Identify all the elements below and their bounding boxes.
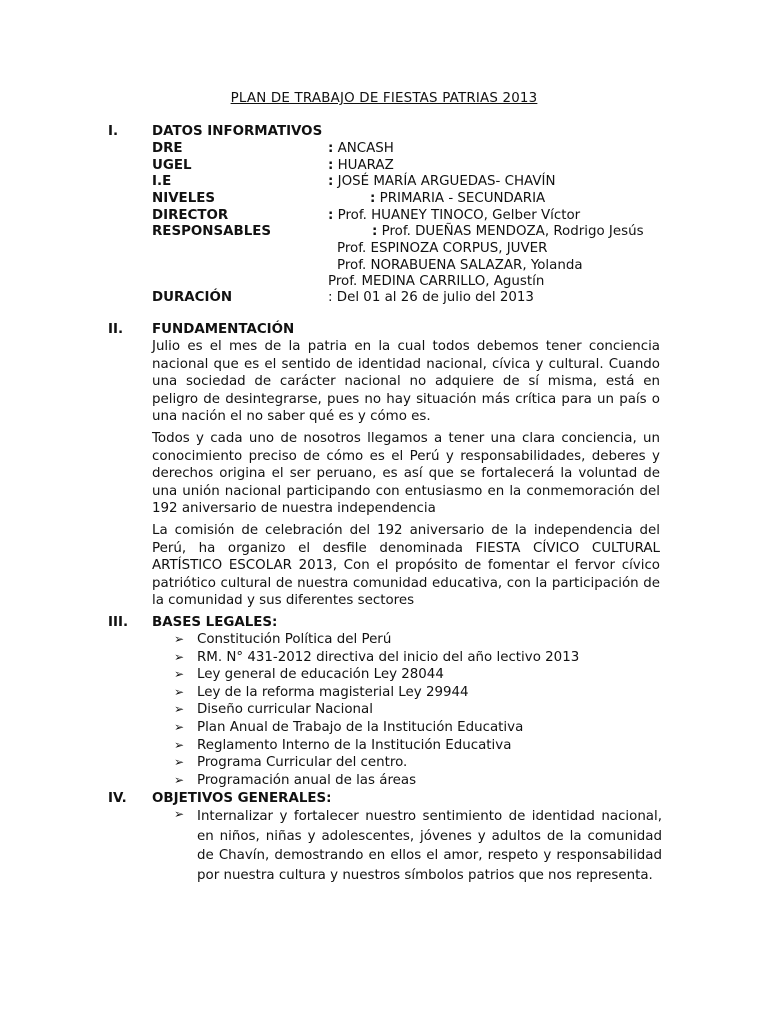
arrow-bullet-icon: ➢: [174, 772, 185, 787]
arrow-bullet-icon: ➢: [174, 807, 185, 821]
director-text: Prof. HUANEY TINOCO, Gelber Víctor: [333, 208, 581, 223]
niveles-value: [370, 191, 545, 206]
list-item-text: Programa Curricular del centro.: [197, 755, 408, 771]
ugel-value: [328, 158, 394, 173]
list-item-text: Constitución Política del Perú: [197, 632, 392, 647]
objetivo-item: [174, 807, 662, 885]
fundamentacion-paragraph-3: La comisión de celebración del 192 aniversario de la independencia del Perú, ha organizo el desfile denominada FIESTA CÍVICO CULTURAL ARTÍSTICO ESCOLAR 2013, Con el propósito de fomentar el fervor cívico patriótico cultural de nuestra comunidad educativa, con la participación de la comunidad y sus diferentes sectores: [152, 523, 660, 609]
objetivo-text: Internalizar y fortalecer nuestro sentimiento de identidad nacional, en niños, niñas y adolescentes, jóvenes y adultos de la comunidad de Chavín, demostrando en ellos el amor, respeto y responsabilidad por nuestra cultura y nuestros símbolos patrios que nos representa.: [197, 809, 662, 883]
list-item: [174, 684, 579, 702]
section-1-title: DATOS INFORMATIVOS: [152, 124, 323, 139]
document-title: PLAN DE TRABAJO DE FIESTAS PATRIAS 2013: [230, 91, 538, 106]
section-4-number: IV.: [108, 791, 127, 806]
duracion-value: : Del 01 al 26 de julio del 2013: [328, 290, 534, 305]
list-item: [174, 666, 579, 684]
list-item: [174, 754, 579, 772]
arrow-bullet-icon: ➢: [174, 684, 185, 699]
list-item: [174, 649, 579, 667]
arrow-bullet-icon: ➢: [174, 737, 185, 752]
niveles-colon: :: [370, 191, 376, 206]
section-2-number: II.: [108, 322, 124, 337]
list-item-text: Programación anual de las áreas: [197, 772, 417, 788]
list-item: [174, 772, 579, 790]
responsable-3: Prof. NORABUENA SALAZAR, Yolanda: [337, 258, 583, 273]
arrow-bullet-icon: ➢: [174, 649, 185, 664]
ie-value: [328, 174, 555, 189]
niveles-text: PRIMARIA - SECUNDARIA: [375, 191, 546, 206]
arrow-bullet-icon: ➢: [174, 632, 185, 646]
section-1-number: I.: [108, 124, 119, 139]
director-colon: :: [328, 208, 334, 223]
responsables-value: [372, 224, 644, 239]
fundamentacion-paragraph-1: Julio es el mes de la patria en la cual todos debemos tener conciencia nacional que es el sentido de identidad nacional, cívica y cultural. Cuando una sociedad de carácter nacional no adquiere de sí misma, está en peligro de desintegrarse, pues no hay situación más crítica para un país o una nación el no saber qué es y cómo es.: [152, 339, 660, 425]
dre-value: [328, 141, 394, 156]
ugel-colon: :: [328, 158, 334, 173]
niveles-label: NIVELES: [152, 191, 216, 206]
ie-label: I.E: [152, 174, 172, 189]
responsable-4: Prof. MEDINA CARRILLO, Agustín: [328, 274, 545, 289]
ie-colon: :: [328, 174, 334, 189]
responsables-label: RESPONSABLES: [152, 224, 272, 239]
list-item: [174, 737, 579, 755]
arrow-bullet-icon: ➢: [174, 667, 185, 682]
section-2-title: FUNDAMENTACIÓN: [152, 322, 295, 337]
list-item-text: Ley de la reforma magisterial Ley 29944: [197, 684, 469, 700]
section-3-number: III.: [108, 615, 129, 630]
arrow-bullet-icon: ➢: [174, 719, 185, 734]
responsables-colon: :: [372, 224, 378, 239]
responsables-text: Prof. DUEÑAS MENDOZA, Rodrigo Jesús: [377, 224, 644, 239]
list-item-text: RM. N° 431-2012 directiva del inicio del año lectivo 2013: [197, 649, 580, 665]
list-item-text: Reglamento Interno de la Institución Educativa: [197, 737, 512, 753]
list-item-text: Diseño curricular Nacional: [197, 702, 373, 718]
bases-legales-list: [174, 631, 579, 789]
section-3-title: BASES LEGALES:: [152, 615, 278, 630]
dre-colon: :: [328, 141, 334, 156]
director-value: [328, 208, 580, 223]
duracion-label: DURACIÓN: [152, 290, 233, 305]
responsable-2: Prof. ESPINOZA CORPUS, JUVER: [337, 241, 548, 256]
dre-label: DRE: [152, 141, 183, 156]
list-item: [174, 719, 579, 737]
section-4-title: OBJETIVOS GENERALES:: [152, 791, 332, 806]
list-item-text: Plan Anual de Trabajo de la Institución Educativa: [197, 719, 524, 735]
list-item: [174, 631, 579, 649]
dre-text: ANCASH: [333, 141, 394, 156]
fundamentacion-paragraph-2: Todos y cada uno de nosotros llegamos a tener una clara conciencia, un conocimiento preciso de cómo es el Perú y responsabilidades, deberes y derechos origina el ser peruano, es así que se fortalecerá la voluntad de una unión nacional participando con entusiasmo en la conmemoración del 192 aniversario de nuestra independencia: [152, 431, 660, 517]
ugel-label: UGEL: [152, 158, 192, 173]
arrow-bullet-icon: ➢: [174, 755, 185, 770]
list-item: [174, 701, 579, 719]
ie-text: JOSÉ MARÍA ARGUEDAS- CHAVÍN: [333, 174, 556, 189]
list-item-text: Ley general de educación Ley 28044: [197, 667, 444, 683]
director-label: DIRECTOR: [152, 208, 229, 223]
ugel-text: HUARAZ: [333, 158, 394, 173]
arrow-bullet-icon: ➢: [174, 702, 185, 717]
